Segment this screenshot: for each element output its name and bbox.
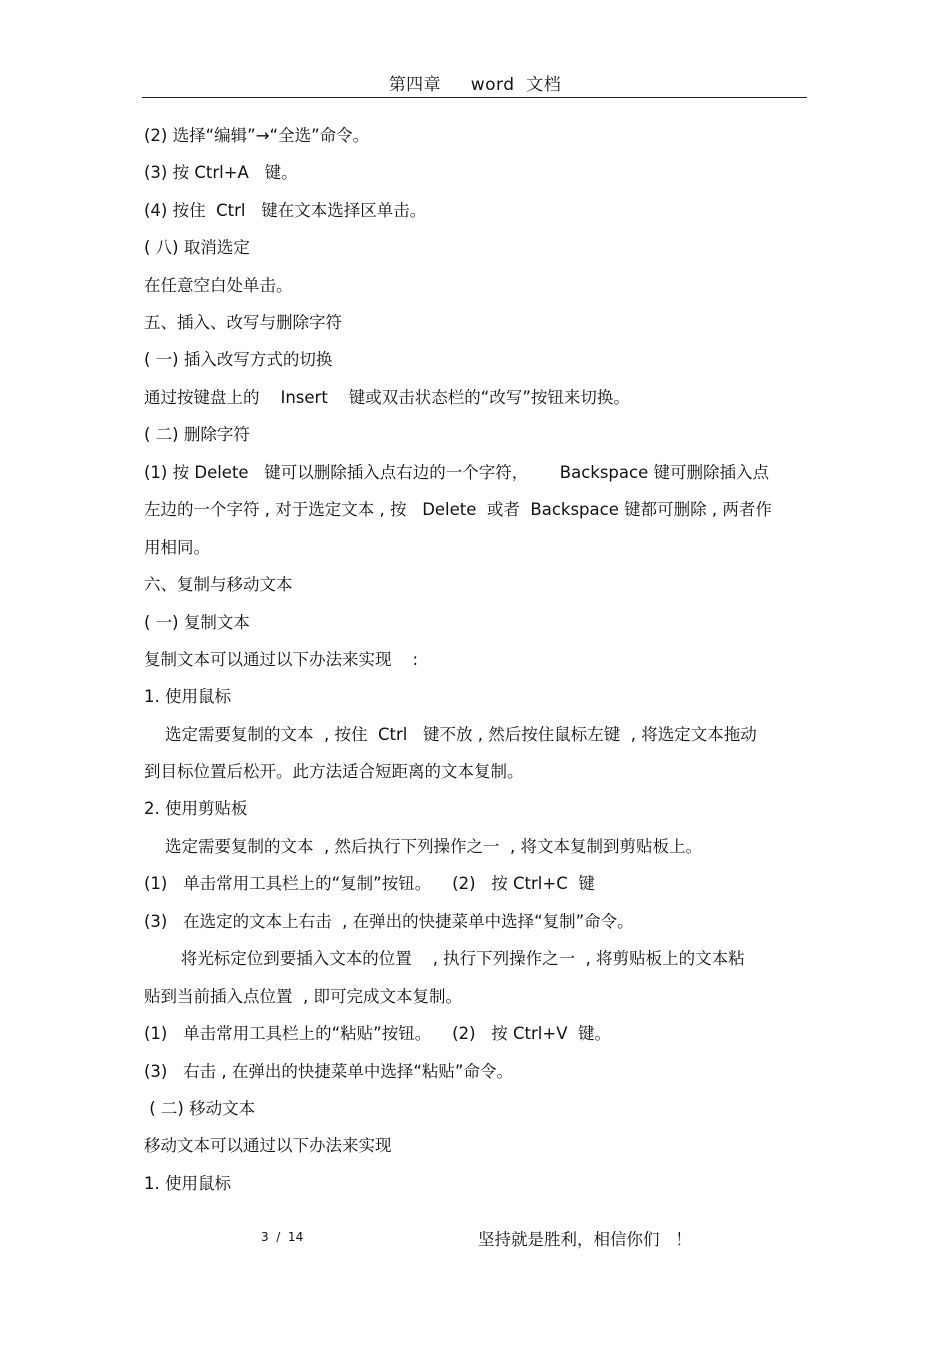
body-line: 左边的一个字符 , 对于选定文本 , 按 Delete 或者 Backspace 键都可删除 , 两者作 xyxy=(144,500,772,519)
body-line: (1) 按 Delete 键可以删除插入点右边的一个字符， Backspace 键可删除插入点 xyxy=(144,463,769,482)
list-heading: 1. 使用鼠标 xyxy=(144,687,231,706)
list-heading: 2. 使用剪贴板 xyxy=(144,799,248,818)
list-heading: 1. 使用鼠标 xyxy=(144,1174,231,1193)
section-heading: 五、插入、改写与删除字符 xyxy=(144,313,342,332)
section-heading: ( 二) 移动文本 xyxy=(144,1099,256,1118)
section-heading: 六、复制与移动文本 xyxy=(144,575,293,594)
page-number: 3 / 14 xyxy=(261,1230,304,1244)
body-line: 到目标位置后松开。此方法适合短距离的文本复制。 xyxy=(144,762,524,781)
body-line: 选定需要复制的文本 , 按住 Ctrl 键不放 , 然后按住鼠标左键 , 将选定文本拖动 xyxy=(144,725,757,744)
body-line: (3) 在选定的文本上右击 , 在弹出的快捷菜单中选择“复制”命令。 xyxy=(144,912,634,931)
body-line: (2) 选择“编辑”→“全选”命令。 xyxy=(144,126,370,145)
body-line: 复制文本可以通过以下办法来实现 : xyxy=(144,650,419,669)
body-line: 将光标定位到要插入文本的位置 , 执行下列操作之一 , 将剪贴板上的文本粘 xyxy=(144,949,745,968)
section-heading: ( 八) 取消选定 xyxy=(144,238,250,257)
body-line: (3) 右击 , 在弹出的快捷菜单中选择“粘贴”命令。 xyxy=(144,1062,513,1081)
body-line: (1) 单击常用工具栏上的“复制”按钮。 (2) 按 Ctrl+C 键 xyxy=(144,874,595,893)
section-heading: ( 二) 删除字符 xyxy=(144,425,250,444)
header-divider xyxy=(142,97,807,98)
body-line: (1) 单击常用工具栏上的“粘贴”按钮。 (2) 按 Ctrl+V 键。 xyxy=(144,1024,611,1043)
body-line: (4) 按住 Ctrl 键在文本选择区单击。 xyxy=(144,201,427,220)
body-line: 在任意空白处单击。 xyxy=(144,276,293,295)
section-heading: ( 一) 插入改写方式的切换 xyxy=(144,350,333,369)
footer-motto: 坚持就是胜利，相信你们 ！ xyxy=(478,1230,692,1249)
body-line: 通过按键盘上的 Insert 键或双击状态栏的“改写”按钮来切换。 xyxy=(144,388,630,407)
body-line: 贴到当前插入点位置 , 即可完成文本复制。 xyxy=(144,987,462,1006)
body-line: 选定需要复制的文本 , 然后执行下列操作之一 , 将文本复制到剪贴板上。 xyxy=(144,837,702,856)
section-heading: ( 一) 复制文本 xyxy=(144,613,250,632)
body-line: (3) 按 Ctrl+A 键。 xyxy=(144,163,298,182)
body-line: 用相同。 xyxy=(144,538,210,557)
page-header-title: 第四章 word 文档 xyxy=(388,75,562,95)
body-line: 移动文本可以通过以下办法来实现 xyxy=(144,1136,392,1155)
